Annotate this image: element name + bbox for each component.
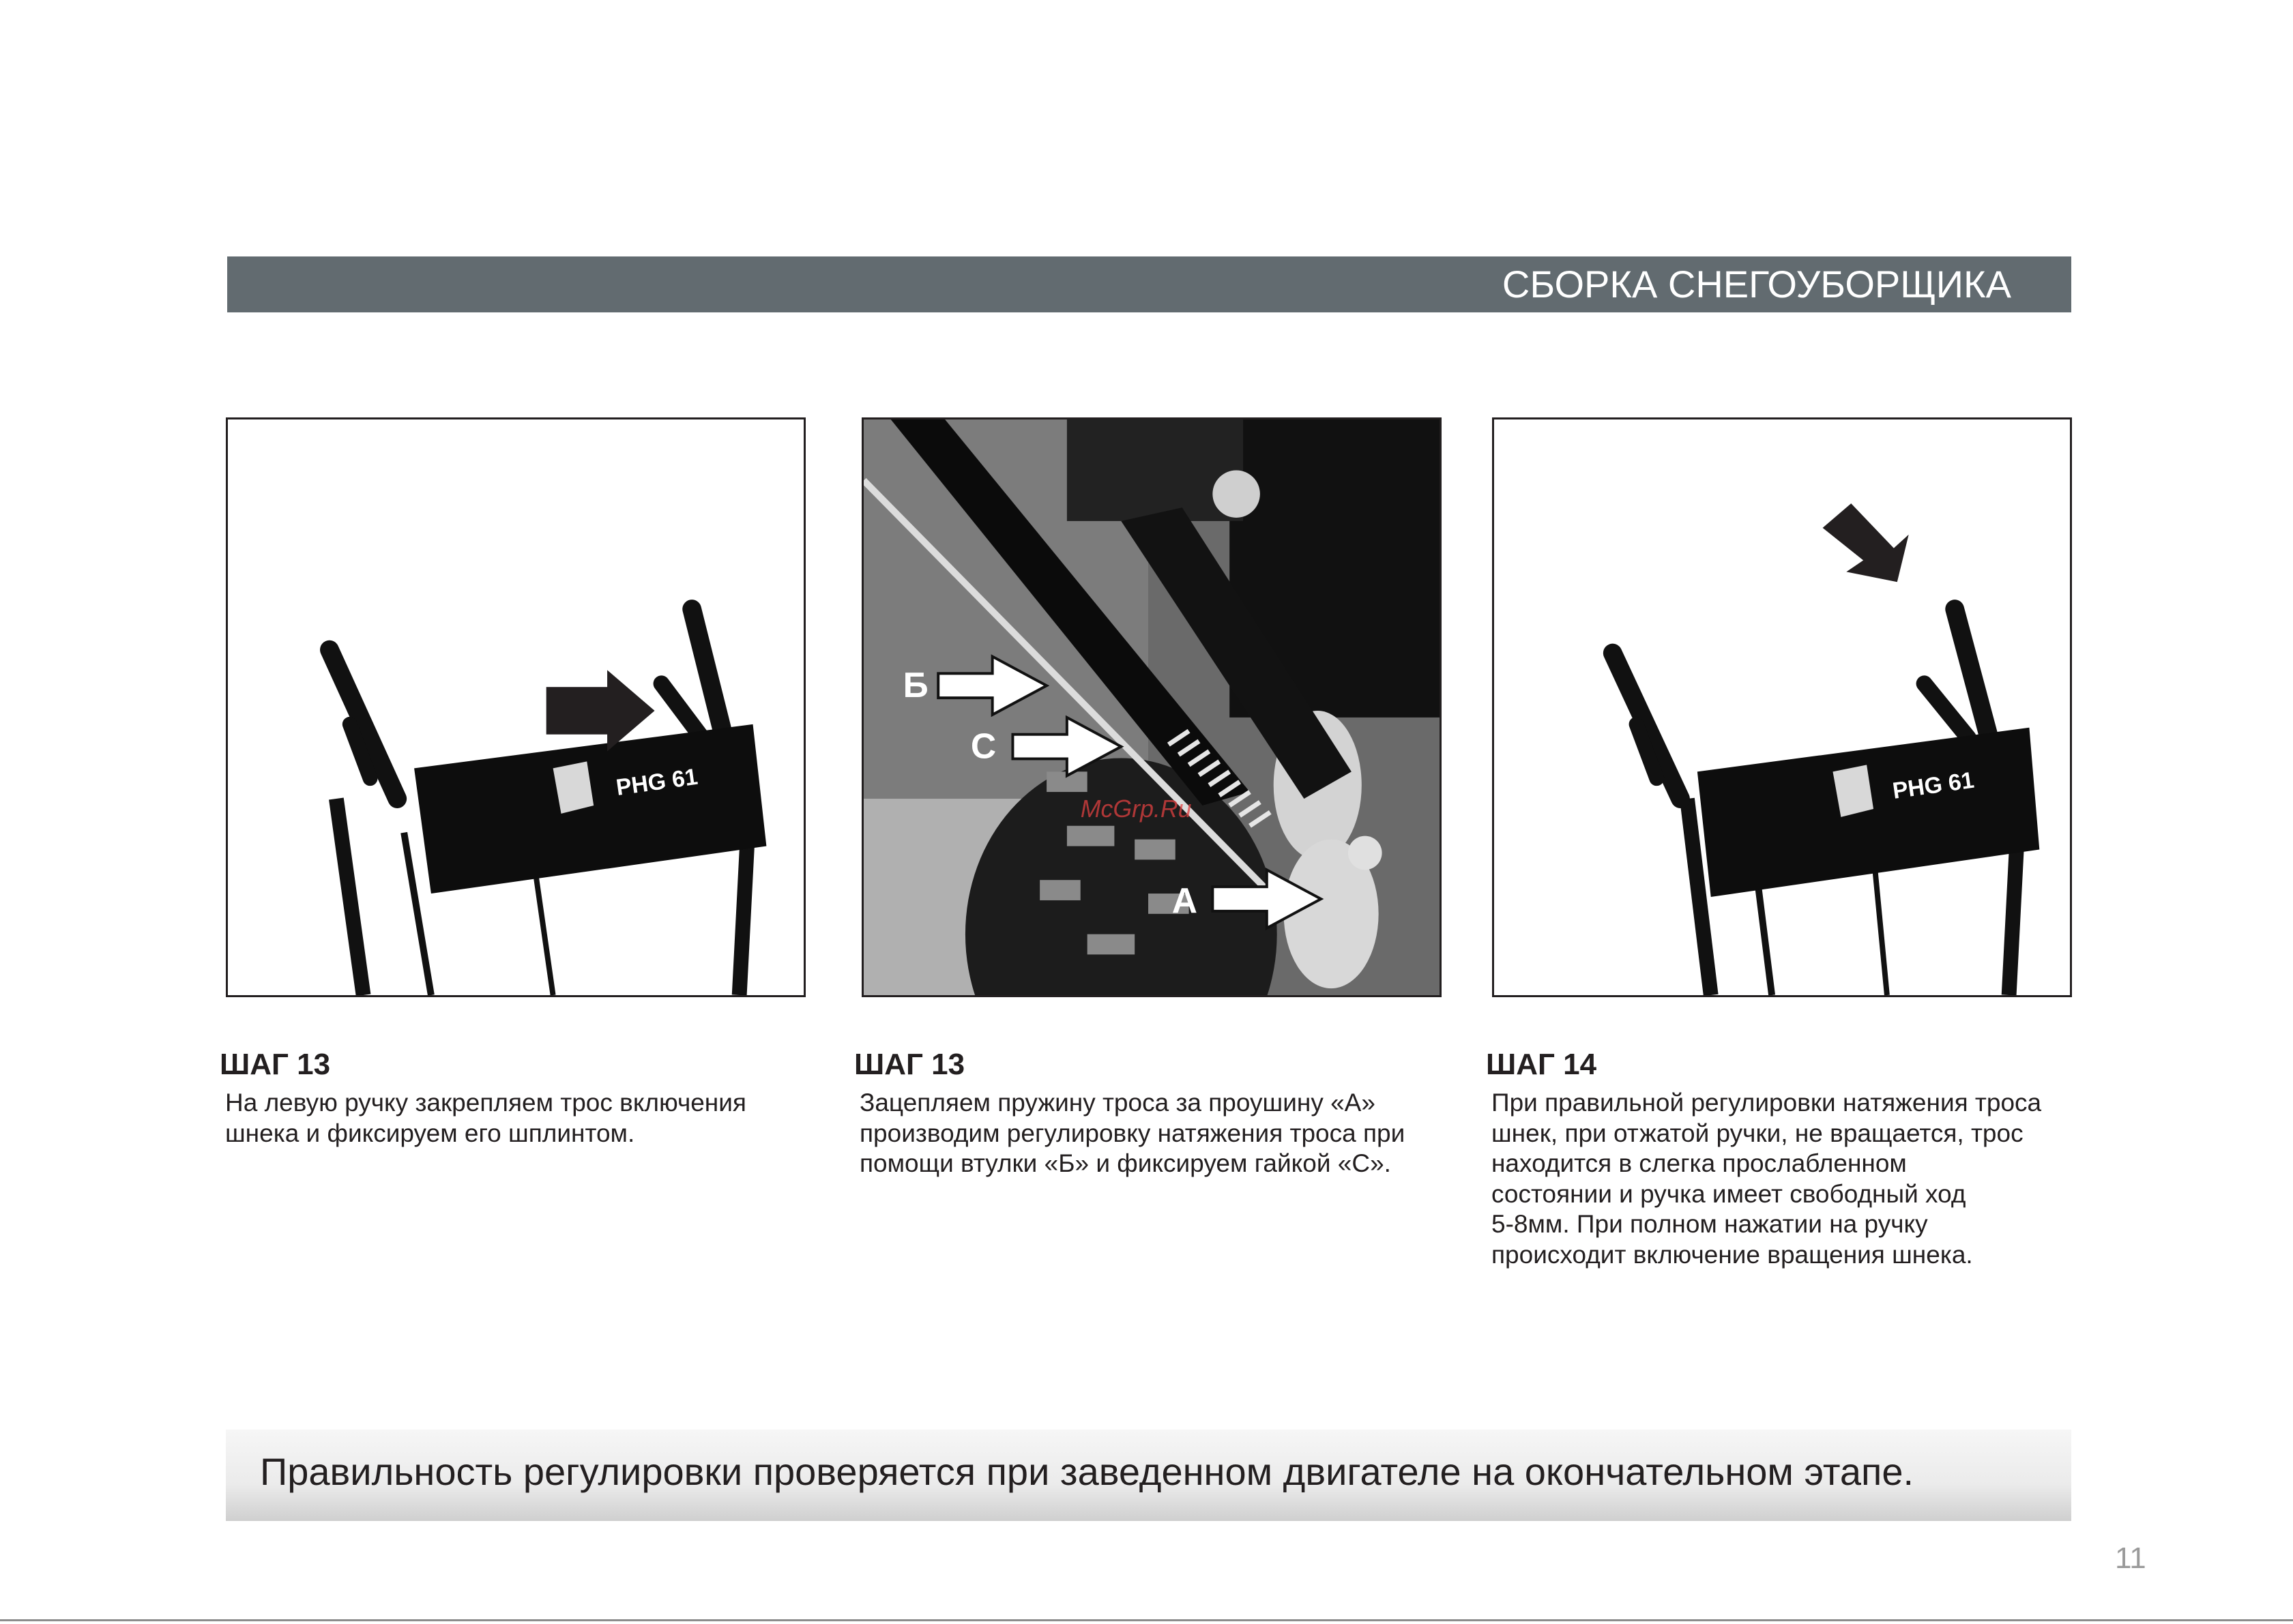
figure-step-13-cable-spring [862,417,1442,997]
label-a: А [1171,880,1198,920]
figure-step-13-handle [226,417,806,997]
bottom-divider [0,1619,2293,1621]
step-title: ШАГ 14 [1486,1048,1597,1081]
note-bar [226,1430,2071,1521]
step-text: Зацепляем пружину троса за проушину «А» производим регулировку натяжения троса при помощи втулки «Б» и фиксируем гайкой «С». [860,1089,1405,1177]
note-text: Правильность регулировки проверяется при заведенном двигателе на окончательном этапе. [260,1450,1914,1493]
step-title: ШАГ 13 [220,1048,331,1081]
panel-model-label-2: PHG 61 [1890,767,1976,804]
section-title: СБОРКА СНЕГОУБОРЩИКА [1502,263,2011,306]
cable-spring-photo [864,419,1440,995]
step-text: При правильной регулировки натяжения троса шнек, при отжатой ручки, не вращается, трос находится в слегка прослабленном состоянии и ручка имеет свободный ход 5-8мм. При полном нажатии на ручку происходит включение вращения шнека. [1491,1089,2042,1269]
step-13-caption-middle [854,1047,1468,1179]
arrow-down-right-icon [1823,503,1909,582]
figure-step-14-handle [1492,417,2072,997]
handle-illustration [228,419,804,995]
label-b: Б [903,665,929,705]
step-text: На левую ручку закрепляем трос включения шнека и фиксируем его шплинтом. [225,1089,746,1147]
label-c: С [970,726,997,766]
panel-model-label: PHG 61 [614,763,699,801]
step-14-caption [1486,1047,2100,1270]
section-header-bar [227,256,2071,312]
watermark-text: McGrp.Ru [1080,795,1192,823]
handle-illustration-2 [1494,419,2070,995]
page-number: 11 [2115,1541,2146,1575]
step-title: ШАГ 13 [854,1048,965,1081]
step-13-caption-left [220,1047,834,1149]
